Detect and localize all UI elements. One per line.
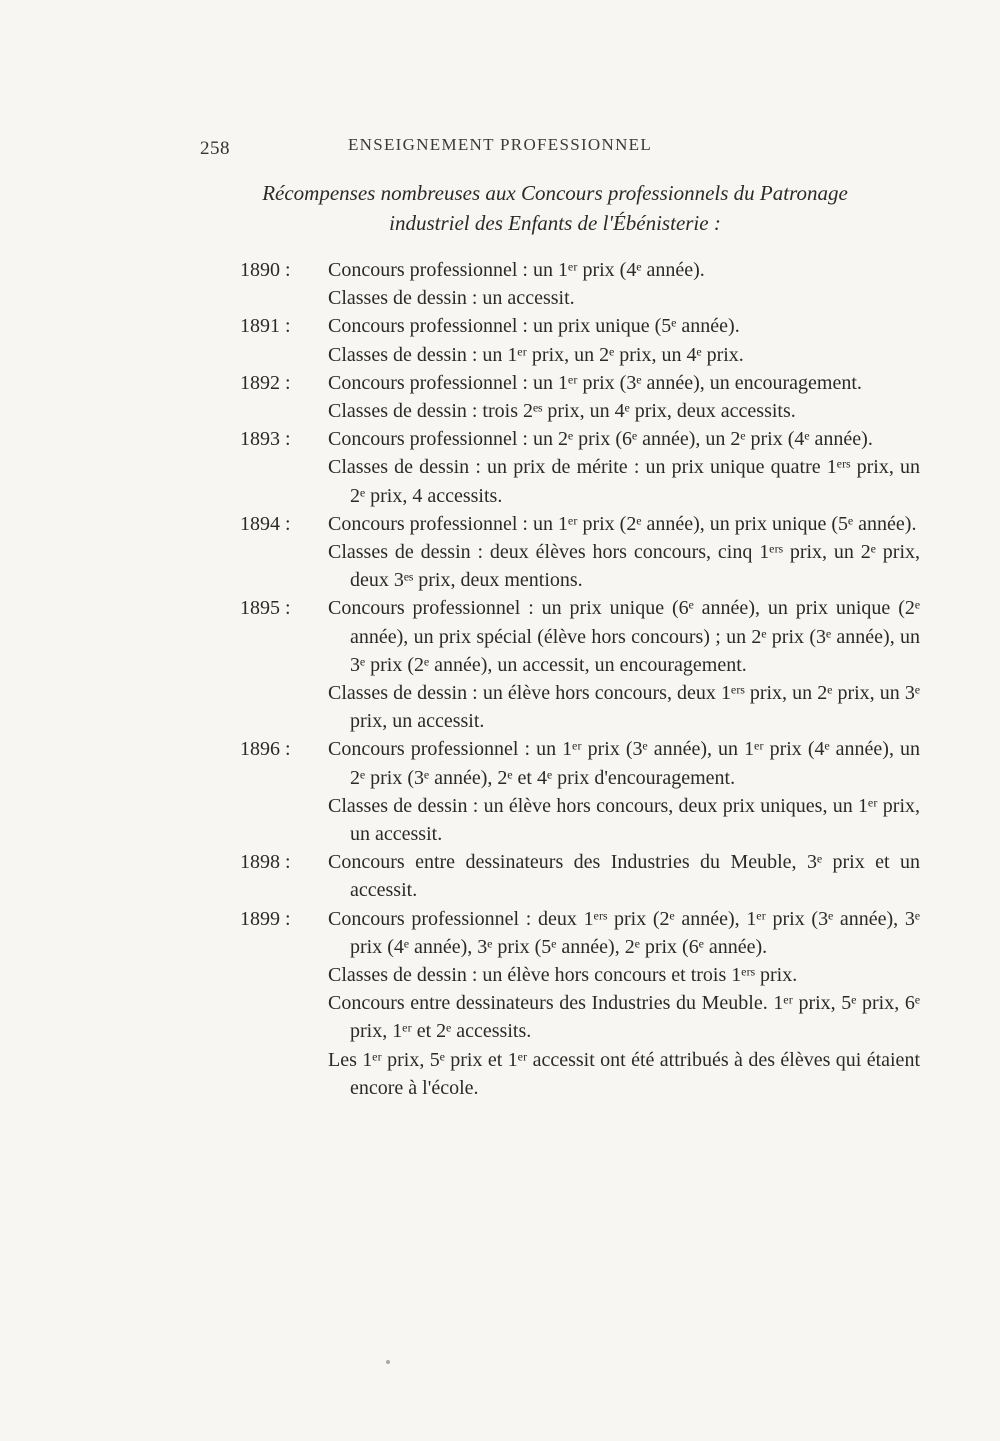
entry-year: 1892 :	[240, 371, 291, 394]
entry-paragraph: Classes de dessin : un 1ᵉʳ prix, un 2ᵉ prix, un 4ᵉ prix.	[328, 343, 744, 366]
entry-paragraph: Concours professionnel : un 2ᵉ prix (6ᵉ année), un 2ᵉ prix (4ᵉ année).	[328, 428, 873, 451]
entry-paragraph: Classes de dessin : un élève hors concours, deux prix uniques, un 1ᵉʳ prix, un accessit.	[328, 794, 920, 846]
entry-year: 1893 :	[240, 428, 291, 451]
entry-paragraph: Classes de dessin : un élève hors concours, deux 1ᵉʳˢ prix, un 2ᵉ prix, un 3ᵉ prix, un accessit.	[328, 682, 920, 733]
entry-year: 1894 :	[240, 512, 291, 535]
entry-year: 1895 :	[240, 597, 291, 620]
section-heading-line-1: Récompenses nombreuses aux Concours professionnels du Patronage	[262, 181, 848, 205]
award-entry-1890	[240, 256, 920, 312]
award-entry-1896	[240, 735, 920, 848]
entry-paragraph: Concours professionnel : un prix unique (6ᵉ année), un prix unique (2ᵉ année), un prix spécial (élève hors concours) ; un 2ᵉ prix (3ᵉ année), un 3ᵉ prix (2ᵉ année), un accessit, un encouragement.	[328, 597, 920, 676]
entry-paragraph: Concours professionnel : un 1ᵉʳ prix (2ᵉ année), un prix unique (5ᵉ année).	[328, 512, 917, 535]
entry-paragraph: Les 1ᵉʳ prix, 5ᵉ prix et 1ᵉʳ accessit ont été attribués à des élèves qui étaient encore à l'école.	[328, 1048, 920, 1099]
entry-year: 1890 :	[240, 259, 291, 281]
entry-paragraph: Concours professionnel : un 1ᵉʳ prix (3ᵉ année), un 1ᵉʳ prix (4ᵉ année), un 2ᵉ prix (3ᵉ année), 2ᵉ et 4ᵉ prix d'encouragement.	[328, 738, 920, 789]
entry-year: 1898 :	[240, 851, 291, 874]
award-entry-1893	[240, 425, 920, 510]
award-entry-1891	[240, 312, 920, 368]
entry-paragraph: Classes de dessin : un élève hors concours et trois 1ᵉʳˢ prix.	[328, 964, 798, 987]
entry-paragraph: Concours entre dessinateurs des Industries du Meuble, 3ᵉ prix et un accessit.	[328, 851, 920, 902]
section-heading	[225, 178, 885, 238]
entry-paragraph: Concours professionnel : un 1ᵉʳ prix (3ᵉ année), un encouragement.	[328, 371, 862, 394]
award-entry-1899	[240, 905, 920, 1102]
entry-year: 1896 :	[240, 738, 291, 761]
paper-speck	[386, 1360, 390, 1364]
entry-paragraph: Concours professionnel : deux 1ᵉʳˢ prix (2ᵉ année), 1ᵉʳ prix (3ᵉ année), 3ᵉ prix (4ᵉ année), 3ᵉ prix (5ᵉ année), 2ᵉ prix (6ᵉ année).	[328, 907, 920, 958]
entry-paragraph: Concours professionnel : un prix unique (5ᵉ année).	[328, 315, 740, 338]
award-entry-1892	[240, 369, 920, 425]
entry-paragraph: Classes de dessin : un accessit.	[328, 287, 575, 310]
entry-paragraph: Classes de dessin : un prix de mérite : un prix unique quatre 1ᵉʳˢ prix, un 2ᵉ prix, 4 accessits.	[328, 456, 920, 507]
award-entry-1895	[240, 594, 920, 735]
awards-list	[240, 256, 920, 1102]
section-heading-line-2: industriel des Enfants de l'Ébénisterie :	[389, 211, 721, 235]
entry-paragraph: Concours professionnel : un 1ᵉʳ prix (4ᵉ année).	[328, 259, 705, 281]
running-title: ENSEIGNEMENT PROFESSIONNEL	[347, 135, 653, 154]
entry-paragraph: Concours entre dessinateurs des Industries du Meuble. 1ᵉʳ prix, 5ᵉ prix, 6ᵉ prix, 1ᵉʳ et 2ᵉ accessits.	[328, 992, 920, 1043]
entry-paragraph: Classes de dessin : deux élèves hors concours, cinq 1ᵉʳˢ prix, un 2ᵉ prix, deux 3ᵉˢ prix, deux mentions.	[328, 541, 920, 592]
entry-paragraph: Classes de dessin : trois 2ᵉˢ prix, un 4ᵉ prix, deux accessits.	[328, 400, 796, 423]
page-number: 258	[200, 138, 230, 159]
entry-year: 1899 :	[240, 907, 291, 930]
entry-year: 1891 :	[240, 315, 291, 338]
award-entry-1894	[240, 510, 920, 595]
award-entry-1898	[240, 848, 920, 904]
